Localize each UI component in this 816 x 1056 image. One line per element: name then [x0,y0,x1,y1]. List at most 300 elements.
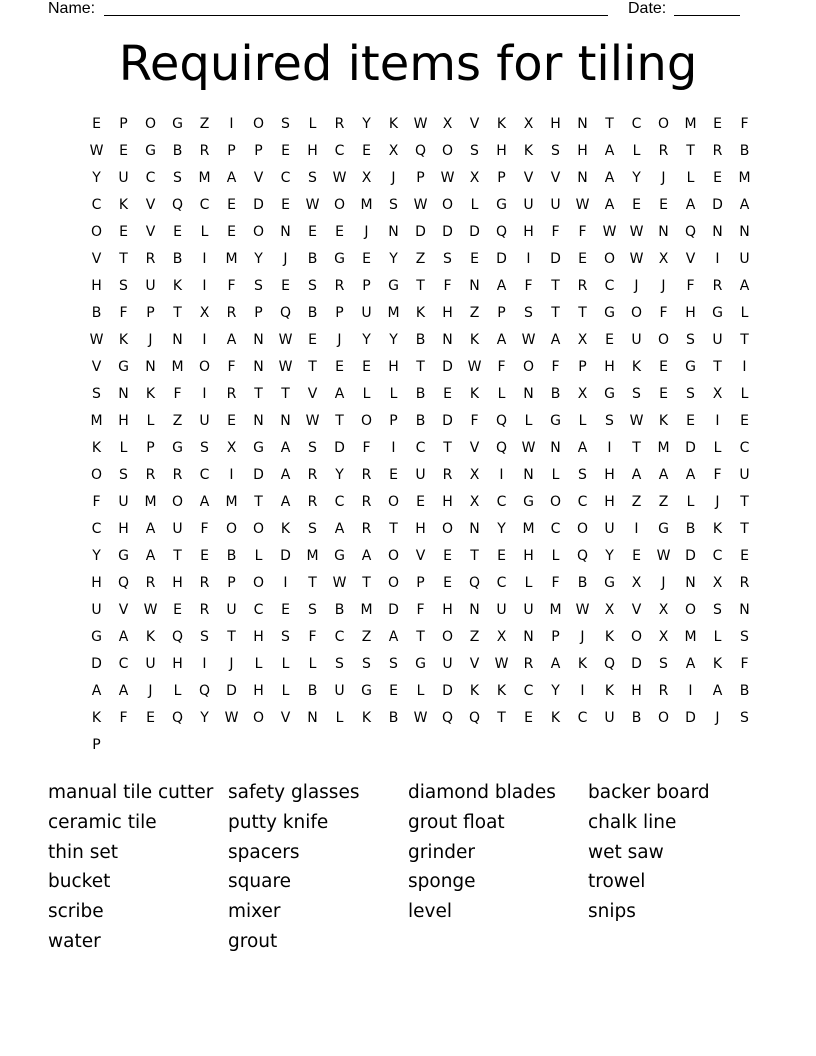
grid-letter: F [740,656,749,672]
grid-letter: L [524,575,533,591]
grid-letter: A [658,467,669,483]
grid-letter: G [604,305,615,321]
grid-letter: S [281,629,290,645]
grid-letter: C [577,710,588,726]
grid-letter: O [252,116,265,132]
grid-letter: E [92,116,101,132]
grid-letter: Y [632,170,641,186]
grid-letter: B [172,251,183,267]
grid-letter: V [631,602,642,618]
grid-letter: R [334,116,345,132]
grid-letter: K [604,683,615,699]
grid-letter: X [577,332,588,348]
grid-letter: E [362,143,371,159]
grid-letter: G [91,629,102,645]
grid-letter: U [145,278,156,294]
grid-letter: I [202,278,207,294]
grid-letter: Q [468,575,481,591]
grid-letter: U [739,251,750,267]
grid-letter: W [521,440,536,456]
grid-letter: K [469,683,480,699]
grid-letter: A [361,548,372,564]
grid-letter: L [173,683,182,699]
grid-letter: I [580,683,585,699]
grid-letter: A [550,332,561,348]
grid-letter: W [494,656,509,672]
grid-letter: O [252,710,265,726]
grid-letter: T [416,278,425,294]
grid-letter: N [307,710,318,726]
grid-letter: R [361,494,372,510]
grid-letter: V [469,656,480,672]
grid-letter: B [739,143,750,159]
grid-letter: R [712,143,723,159]
grid-letter: H [685,305,696,321]
grid-letter: K [604,629,615,645]
grid-letter: F [713,467,722,483]
grid-letter: A [118,683,129,699]
grid-letter: F [173,386,182,402]
grid-letter: S [524,305,533,321]
grid-letter: N [577,116,588,132]
grid-letter: R [361,521,372,537]
grid-letter: K [712,656,723,672]
grid-letter: U [91,602,102,618]
grid-letter: F [227,359,236,375]
grid-letter: U [172,521,183,537]
grid-letter: V [523,170,534,186]
grid-letter: T [443,440,452,456]
grid-letter: J [661,278,666,294]
grid-letter: T [713,359,722,375]
grid-letter: X [496,629,507,645]
grid-letter: O [522,359,535,375]
grid-letter: R [145,467,156,483]
grid-letter: V [145,224,156,240]
grid-letter: T [740,521,749,537]
grid-letter: M [306,548,319,564]
grid-letter: W [575,602,590,618]
grid-letter: W [89,143,104,159]
grid-letter: J [364,224,369,240]
grid-letter: S [443,251,452,267]
grid-letter: L [524,413,533,429]
grid-letter: F [551,359,560,375]
grid-letter: B [226,548,237,564]
grid-letter: M [225,251,238,267]
grid-letter: I [526,251,531,267]
grid-letter: N [469,521,480,537]
word-list-item: trowel [588,871,646,893]
grid-letter: R [145,575,156,591]
grid-letter: H [442,602,453,618]
grid-letter: O [657,710,670,726]
grid-letter: A [496,332,507,348]
grid-letter: H [253,683,264,699]
grid-letter: C [91,521,102,537]
grid-letter: K [631,359,642,375]
grid-letter: R [523,656,534,672]
grid-letter: O [657,116,670,132]
grid-letter: H [604,467,615,483]
grid-letter: J [580,629,585,645]
grid-letter: W [278,332,293,348]
grid-letter: Y [497,521,506,537]
grid-letter: R [226,386,237,402]
grid-letter: D [226,683,237,699]
grid-letter: Q [198,683,211,699]
grid-letter: Q [468,710,481,726]
grid-letter: P [362,278,371,294]
grid-letter: A [577,440,588,456]
grid-letter: F [524,278,533,294]
grid-letter: G [550,413,561,429]
grid-letter: X [577,386,588,402]
word-list-item: backer board [588,782,710,803]
grid-letter: O [441,629,454,645]
grid-letter: X [469,170,480,186]
grid-letter: K [388,116,399,132]
grid-letter: O [441,143,454,159]
grid-letter: S [632,386,641,402]
grid-letter: C [712,548,723,564]
grid-letter: N [253,359,264,375]
grid-letter: Z [199,116,210,132]
grid-letter: R [577,278,588,294]
grid-letter: D [712,197,723,213]
grid-letter: Z [415,251,426,267]
grid-letter: I [607,440,612,456]
grid-letter: W [305,413,320,429]
grid-letter: D [442,413,453,429]
grid-letter: U [118,494,129,510]
grid-letter: C [415,440,426,456]
grid-letter: I [202,386,207,402]
grid-letter: Z [658,494,669,510]
grid-letter: J [661,575,666,591]
page-title: Required items for tiling [118,36,698,92]
grid-letter: C [118,656,129,672]
grid-letter: L [281,683,290,699]
grid-letter: S [551,143,560,159]
grid-letter: U [739,467,750,483]
grid-letter: B [685,521,696,537]
grid-letter: C [91,197,102,213]
grid-letter: V [253,170,264,186]
grid-letter: M [657,440,670,456]
grid-letter: E [173,224,182,240]
grid-letter: L [551,548,560,564]
grid-letter: W [332,170,347,186]
grid-letter: W [89,332,104,348]
grid-letter: I [391,440,396,456]
grid-letter: E [686,413,695,429]
grid-letter: U [415,467,426,483]
grid-letter: I [715,251,720,267]
grid-letter: D [442,683,453,699]
grid-letter: E [335,359,344,375]
grid-letter: W [305,197,320,213]
grid-letter: H [118,413,129,429]
grid-letter: V [685,251,696,267]
word-list-item: diamond blades [408,782,556,803]
grid-letter: J [229,656,234,672]
grid-letter: X [712,386,723,402]
grid-letter: Z [172,413,183,429]
grid-letter: F [578,224,587,240]
grid-letter: S [92,386,101,402]
grid-letter: A [604,143,615,159]
grid-letter: A [685,197,696,213]
grid-letter: B [307,251,318,267]
grid-letter: K [496,683,507,699]
grid-letter: V [145,197,156,213]
grid-letter: Y [92,170,101,186]
word-list-item: putty knife [228,811,329,833]
grid-letter: A [334,386,345,402]
grid-letter: O [90,467,103,483]
grid-letter: D [631,656,642,672]
grid-letter: A [145,548,156,564]
grid-letter: G [172,440,183,456]
grid-letter: S [389,656,398,672]
grid-letter: V [91,251,102,267]
grid-letter: P [335,305,344,321]
grid-letter: L [497,386,506,402]
grid-letter: R [199,575,210,591]
grid-letter: T [740,332,749,348]
grid-letter: L [632,143,641,159]
grid-letter: C [631,116,642,132]
grid-letter: C [496,494,507,510]
grid-letter: Y [551,683,560,699]
date-blank-line [674,15,740,16]
grid-letter: R [739,575,750,591]
grid-letter: L [686,170,695,186]
grid-letter: G [658,521,669,537]
grid-letter: A [739,197,750,213]
grid-letter: W [332,575,347,591]
grid-letter: Z [469,629,480,645]
grid-letter: E [227,197,236,213]
grid-letter: A [604,197,615,213]
name-blank-line [104,15,608,16]
grid-letter: L [578,413,587,429]
grid-letter: H [172,575,183,591]
word-list-item: mixer [228,901,281,923]
grid-letter: I [283,575,288,591]
grid-letter: U [604,710,615,726]
grid-letter: O [684,602,697,618]
grid-letter: L [470,197,479,213]
grid-letter: K [118,197,129,213]
grid-letter: D [550,251,561,267]
grid-letter: F [119,305,128,321]
grid-letter: E [389,467,398,483]
grid-letter: S [119,467,128,483]
word-list-item: scribe [48,901,104,923]
grid-letter: K [496,116,507,132]
grid-letter: N [469,278,480,294]
grid-letter: F [92,494,101,510]
grid-letter: S [605,413,614,429]
grid-letter: E [281,143,290,159]
grid-letter: T [416,359,425,375]
grid-letter: P [416,170,425,186]
grid-letter: N [712,224,723,240]
grid-letter: M [360,602,373,618]
grid-letter: G [253,440,264,456]
grid-letter: X [361,170,372,186]
grid-letter: O [171,494,184,510]
grid-letter: B [91,305,102,321]
grid-letter: N [658,224,669,240]
word-list-item: grout float [408,811,505,833]
grid-letter: E [659,386,668,402]
grid-letter: K [550,710,561,726]
grid-letter: T [173,548,182,564]
grid-letter: I [634,521,639,537]
grid-letter: K [118,332,129,348]
grid-letter: O [252,521,265,537]
grid-letter: C [145,170,156,186]
grid-letter: H [388,359,399,375]
grid-letter: A [91,683,102,699]
grid-letter: S [308,440,317,456]
grid-letter: T [389,521,398,537]
grid-letter: O [360,413,373,429]
grid-letter: R [334,278,345,294]
grid-letter: W [413,116,428,132]
grid-letter: F [443,278,452,294]
grid-letter: W [278,359,293,375]
grid-letter: E [119,224,128,240]
grid-letter: V [550,170,561,186]
grid-letter: L [686,494,695,510]
grid-letter: S [659,656,668,672]
grid-letter: U [226,602,237,618]
grid-letter: E [146,710,155,726]
grid-letter: D [685,440,696,456]
grid-letter: T [605,116,614,132]
grid-letter: K [172,278,183,294]
grid-letter: W [467,359,482,375]
grid-letter: R [361,467,372,483]
grid-letter: X [469,467,480,483]
grid-letter: E [335,224,344,240]
grid-letter: K [280,521,291,537]
grid-letter: H [172,656,183,672]
grid-letter: J [661,170,666,186]
grid-letter: D [334,440,345,456]
word-list-item: spacers [228,841,300,863]
grid-letter: W [521,332,536,348]
grid-letter: W [440,170,455,186]
word-list-item: wet saw [588,841,664,863]
word-list-item: grinder [408,841,475,863]
grid-letter: A [280,494,291,510]
grid-letter: W [413,710,428,726]
grid-letter: A [550,656,561,672]
grid-letter: K [577,656,588,672]
grid-letter: P [578,359,587,375]
grid-letter: F [119,710,128,726]
grid-letter: M [198,170,211,186]
grid-letter: P [254,305,263,321]
grid-letter: I [499,467,504,483]
grid-letter: T [470,548,479,564]
grid-letter: U [442,656,453,672]
word-list-item: chalk line [588,811,677,833]
grid-letter: D [442,224,453,240]
grid-letter: C [334,494,345,510]
grid-letter: K [361,710,372,726]
grid-letter: T [740,494,749,510]
grid-letter: L [146,413,155,429]
grid-letter: A [145,521,156,537]
grid-letter: S [173,170,182,186]
grid-letter: H [442,305,453,321]
grid-letter: Y [362,332,371,348]
grid-letter: M [684,116,697,132]
grid-letter: S [335,656,344,672]
word-list [48,778,768,957]
grid-letter: O [576,521,589,537]
grid-letter: W [656,548,671,564]
grid-letter: J [283,251,288,267]
grid-letter: I [688,683,693,699]
grid-letter: T [578,305,587,321]
grid-letter: E [524,710,533,726]
name-label: Name: [48,0,96,17]
grid-letter: G [712,305,723,321]
grid-letter: T [308,575,317,591]
grid-letter: R [442,467,453,483]
grid-letter: A [388,629,399,645]
grid-letter: A [226,170,237,186]
grid-letter: W [629,413,644,429]
grid-letter: G [523,494,534,510]
grid-letter: E [119,143,128,159]
grid-letter: H [550,116,561,132]
grid-letter: W [629,251,644,267]
grid-letter: A [496,278,507,294]
grid-letter: O [144,116,157,132]
grid-letter: H [577,143,588,159]
grid-letter: W [575,197,590,213]
grid-letter: N [550,440,561,456]
grid-letter: P [146,305,155,321]
grid-letter: L [335,710,344,726]
grid-letter: A [604,170,615,186]
grid-letter: D [469,224,480,240]
grid-letter: C [604,278,615,294]
grid-letter: I [715,413,720,429]
grid-letter: B [739,683,750,699]
grid-letter: U [199,413,210,429]
grid-letter: J [634,278,639,294]
grid-letter: S [740,629,749,645]
grid-letter: R [712,278,723,294]
grid-letter: A [118,629,129,645]
grid-letter: H [253,629,264,645]
grid-letter: V [415,548,426,564]
grid-letter: N [739,602,750,618]
grid-letter: C [280,170,291,186]
grid-letter: C [334,143,345,159]
grid-letter: F [551,224,560,240]
grid-letter: G [388,278,399,294]
